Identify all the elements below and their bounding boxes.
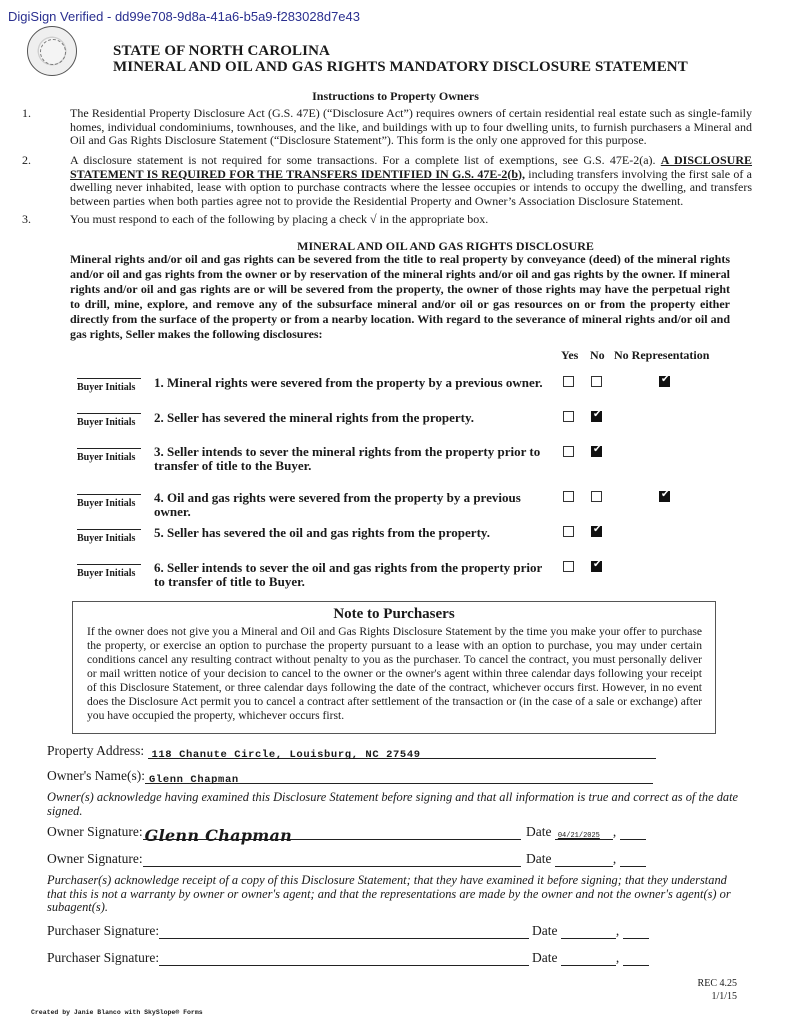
purchaser-signature-1-field[interactable] <box>159 924 529 939</box>
owner-signature-2-field[interactable] <box>143 852 521 867</box>
buyer-initials-field[interactable] <box>77 413 141 428</box>
note-to-purchasers-box <box>72 601 716 734</box>
form-code-date: 1/1/15 <box>711 991 737 1002</box>
q5-no-checkbox[interactable] <box>591 526 602 537</box>
owner-signature-1-value: Glenn Chapman <box>144 826 293 845</box>
question-text: 1. Mineral rights were severed from the property by a previous owner. <box>154 375 543 390</box>
instructions-heading: Instructions to Property Owners <box>312 89 479 103</box>
buyer-initials-field[interactable] <box>77 494 141 509</box>
purchaser-signature-row-1 <box>47 923 529 939</box>
purchaser-date-1-year-field[interactable] <box>623 924 649 939</box>
buyer-initials-label: Buyer Initials <box>77 533 136 544</box>
instruction-required-notice: A DISCLOSURE STATEMENT IS REQUIRED FOR THE TRANSFERS IDENTIFIED IN G.S. 47E-2(b), <box>70 153 753 181</box>
instruction-item-2 <box>22 154 752 208</box>
created-by-footer: Created by Janie Blanco with SkySlope® Forms <box>31 1009 203 1016</box>
owners-name-value: Glenn Chapman <box>149 774 239 786</box>
instruction-number: 2. <box>22 153 31 167</box>
question-text: 4. Oil and gas rights were severed from the property by a previous owner. <box>154 490 521 519</box>
owner-date-1-field[interactable] <box>555 825 613 840</box>
owner-date-2: Date , <box>526 851 646 867</box>
buyer-initials-label: Buyer Initials <box>77 498 136 509</box>
purchaser-date-2: Date , <box>532 950 649 966</box>
owners-name-row <box>47 768 653 784</box>
buyer-initials-field[interactable] <box>77 529 141 544</box>
column-header-no-representation: No Representation <box>614 348 710 362</box>
purchaser-date-1-field[interactable] <box>561 924 616 939</box>
owners-name-label: Owner's Name(s): <box>47 768 146 783</box>
purchaser-signature-label: Purchaser Signature: <box>47 950 160 965</box>
instruction-text <box>70 154 752 208</box>
buyer-initials-field[interactable] <box>77 564 141 579</box>
state-seal-icon <box>27 26 77 76</box>
property-address-value: 118 Chanute Circle, Louisburg, NC 27549 <box>151 749 421 761</box>
date-label: Date <box>532 950 558 965</box>
purchaser-date-1: Date , <box>532 923 649 939</box>
purchaser-acknowledgement: Purchaser(s) acknowledge receipt of a copy of this Disclosure Statement; that they have examined it before signing; that they understand that this is not a warranty by owner or owner's agent; and that the representations are made by the owner and not the owner's agent(s) or subagent(s). <box>47 873 731 914</box>
form-code <box>698 977 737 1003</box>
owner-signature-2-value <box>143 853 145 872</box>
question-text: 2. Seller has severed the mineral rights from the property. <box>154 410 475 425</box>
purchaser-signature-row-2 <box>47 950 529 966</box>
q3-yes-checkbox[interactable] <box>563 446 574 457</box>
property-address-label: Property Address: <box>47 743 145 758</box>
note-body: If the owner does not give you a Mineral and Oil and Gas Rights Disclosure Statement by the time you make your offer to purchase the property, or exercise an option to purchase the property pursuant to a lease with an option to purchase, you may under certain conditions cancel any resulting contract without penalty to you as the purchaser. To cancel the contract, you must personally deliver or mail written notice of your decision to cancel to the owner or the owner's agent within three calendar days following your receipt of this Disclosure Statement, or three calendar days following the date of the contract, whichever occurs first. However, in no event does the Disclosure Act permit you to cancel a contract after settlement of the transaction or (in the case of a sale or exchange) after you have occupied the property, whichever occurs first. <box>87 625 702 722</box>
owner-date-2-year-field[interactable] <box>620 852 646 867</box>
owner-date-1-year-field[interactable] <box>620 825 646 840</box>
buyer-initials-label: Buyer Initials <box>77 417 136 428</box>
date-label: Date <box>526 824 552 839</box>
instruction-number: 1. <box>22 106 31 120</box>
buyer-initials-field[interactable] <box>77 448 141 463</box>
q3-no-checkbox[interactable] <box>591 446 602 457</box>
buyer-initials-field[interactable] <box>77 378 141 393</box>
owner-signature-row-1 <box>47 824 521 845</box>
q1-no-representation-checkbox[interactable] <box>659 376 670 387</box>
q2-no-checkbox[interactable] <box>591 411 602 422</box>
form-code-number: REC 4.25 <box>697 978 737 989</box>
owner-date-1-value: 04/21/2025 <box>557 832 600 840</box>
instruction-item-1 <box>22 107 752 148</box>
q6-no-checkbox[interactable] <box>591 561 602 572</box>
owner-signature-label: Owner Signature: <box>47 851 143 866</box>
purchaser-date-2-field[interactable] <box>561 951 616 966</box>
title-line-2: MINERAL AND OIL AND GAS RIGHTS MANDATORY DISCLOSURE STATEMENT <box>113 59 688 75</box>
property-address-field[interactable] <box>148 744 656 759</box>
q4-yes-checkbox[interactable] <box>563 491 574 502</box>
purchaser-signature-label: Purchaser Signature: <box>47 923 160 938</box>
q5-yes-checkbox[interactable] <box>563 526 574 537</box>
owner-signature-row-2 <box>47 851 521 867</box>
buyer-initials-label: Buyer Initials <box>77 382 136 393</box>
note-title: Note to Purchasers <box>333 606 455 622</box>
form-title <box>113 43 688 75</box>
column-header-no: No <box>590 348 605 362</box>
property-address-row <box>47 743 656 759</box>
q2-yes-checkbox[interactable] <box>563 411 574 422</box>
owner-acknowledgement: Owner(s) acknowledge having examined this Disclosure Statement before signing and that all information is true and correct as of the date signed. <box>47 790 739 818</box>
instruction-text: You must respond to each of the following by placing a check √ in the appropriate box. <box>70 212 489 226</box>
verification-banner: DigiSign Verified - dd99e708-9d8a-41a6-b5a9-f283028d7e43 <box>8 9 360 24</box>
owner-date-1: Date 04/21/2025 , <box>526 824 646 840</box>
instruction-item-3 <box>22 213 752 227</box>
date-label: Date <box>532 923 558 938</box>
disclosure-body: Mineral rights and/or oil and gas rights can be severed from the title to real property by conveyance (deed) of the mineral rights and/or oil and gas rights from the owner or by reservation of the mineral rights and/or oil and gas rights by the owner. If mineral rights and/or oil and gas rights are or will be severed from the property, the owner of those rights may have the perpetual right to drill, mine, explore, and remove any of the subsurface mineral and/or oil or gas resources on or from the property either directly from the surface of the property or from a nearby location. With regard to the severance of mineral rights and/or oil and gas rights, Seller makes the following disclosures: <box>70 252 730 341</box>
purchaser-date-2-year-field[interactable] <box>623 951 649 966</box>
disclosure-heading: MINERAL AND OIL AND GAS RIGHTS DISCLOSURE <box>297 239 594 253</box>
column-header-yes: Yes <box>561 348 579 362</box>
owner-signature-label: Owner Signature: <box>47 824 143 839</box>
question-text: 5. Seller has severed the oil and gas rights from the property. <box>154 525 490 540</box>
buyer-initials-label: Buyer Initials <box>77 568 136 579</box>
q1-no-checkbox[interactable] <box>591 376 602 387</box>
q1-yes-checkbox[interactable] <box>563 376 574 387</box>
question-text: 6. Seller intends to sever the oil and gas rights from the property prior to transfer of title to Buyer. <box>154 560 543 589</box>
instruction-text-before: A disclosure statement is not required for some transactions. For a complete list of exemptions, see G.S. 47E-2(a). <box>70 153 661 167</box>
date-label: Date <box>526 851 552 866</box>
purchaser-signature-2-field[interactable] <box>159 951 529 966</box>
title-line-1: STATE OF NORTH CAROLINA <box>113 43 330 59</box>
owners-name-field[interactable] <box>145 769 653 784</box>
buyer-initials-label: Buyer Initials <box>77 452 136 463</box>
q6-yes-checkbox[interactable] <box>563 561 574 572</box>
instruction-number: 3. <box>22 212 31 226</box>
q4-no-checkbox[interactable] <box>591 491 602 502</box>
owner-date-2-field[interactable] <box>555 852 613 867</box>
instruction-text: The Residential Property Disclosure Act (G.S. 47E) (“Disclosure Act”) requires owners of certain residential real estate such as single-family homes, individual condominiums, townhouses, and the like, and buildings with up to four dwelling units, to furnish purchasers a Mineral and Oil and Gas Rights Disclosure Statement (“Disclosure Statement”). This form is the only one approved for this purpose. <box>70 106 752 147</box>
question-text: 3. Seller intends to sever the mineral rights from the property prior to transfer of title to the Buyer. <box>154 444 541 473</box>
q4-no-representation-checkbox[interactable] <box>659 491 670 502</box>
instruction-text-after: including transfers involving the first sale of a dwelling never inhabited, lease with option to purchase contracts where the lessee occupies or intends to occupy the dwelling, and transfers between parties when both parties agree not to provide the Residential Property and Owner’s Association Disclosure Statement. <box>70 166 752 208</box>
owner-signature-1-field[interactable] <box>143 825 521 845</box>
